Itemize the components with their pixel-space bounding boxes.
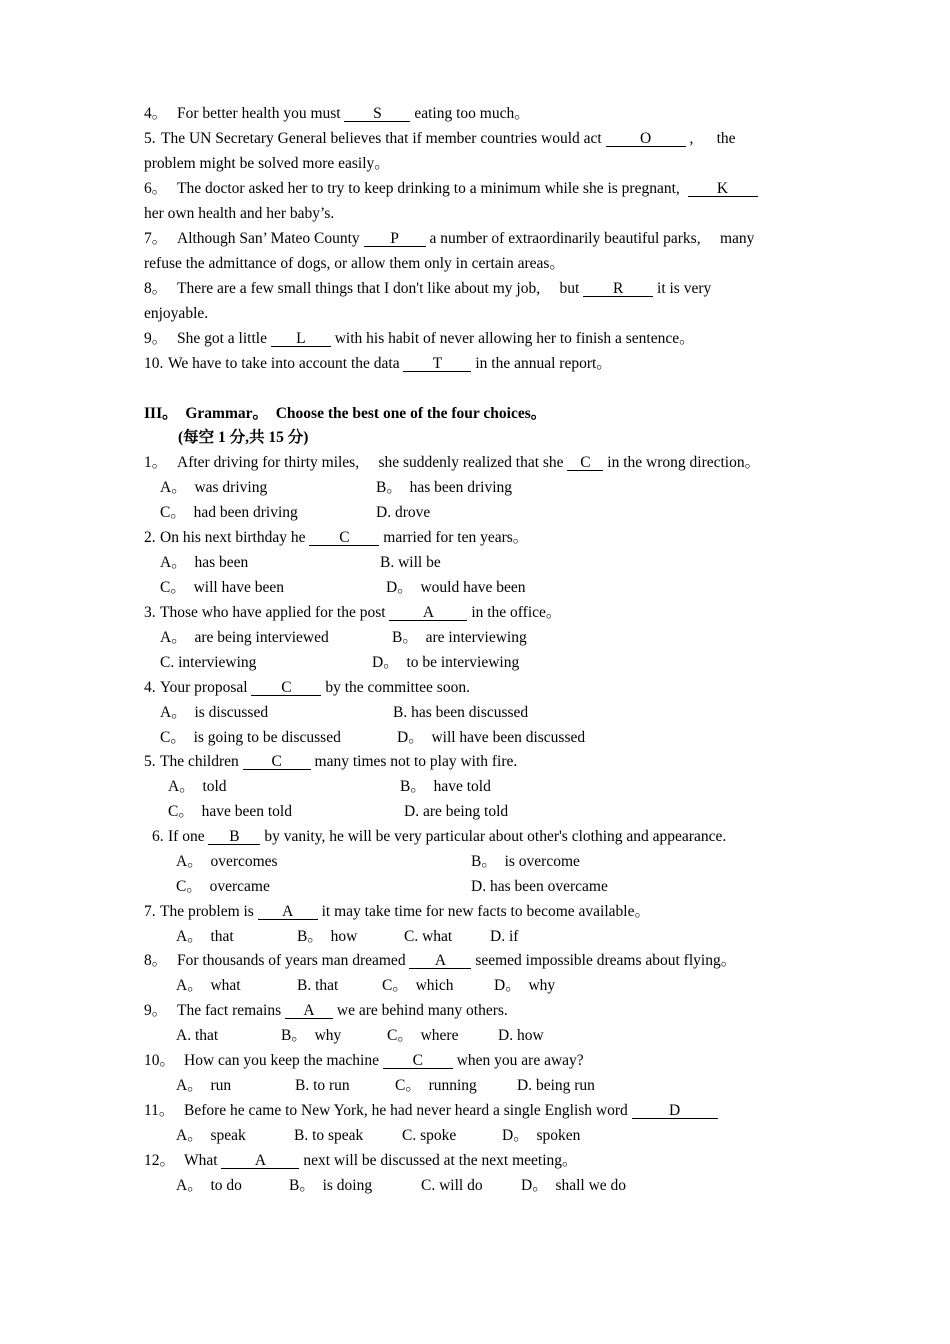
option-a[interactable]: A。 has been bbox=[160, 554, 249, 571]
option-a[interactable]: A。 overcomes bbox=[176, 853, 278, 870]
section-title: III。 Grammar。 Choose the best one of the four choices。 bbox=[144, 405, 547, 422]
grammar-question-8 bbox=[144, 952, 736, 970]
question-number: 6. bbox=[152, 828, 164, 845]
answer-blank[interactable]: A bbox=[258, 904, 318, 920]
answer-blank[interactable]: L bbox=[271, 331, 331, 347]
question-text-end: it may take time for new facts to become available。 bbox=[317, 903, 650, 920]
vocab-item-6: 6。 The doctor asked her to try to keep drinking to a minimum while she is pregnant, K bbox=[144, 180, 758, 198]
question-text: The problem is bbox=[160, 903, 258, 920]
question-text: On his next birthday he bbox=[160, 529, 310, 546]
vocab-item-10: 10. We have to take into account the data T in the annual report。 bbox=[144, 355, 612, 372]
answer-blank[interactable]: A bbox=[389, 605, 467, 621]
option-b[interactable]: B。 have told bbox=[400, 778, 491, 795]
answer-blank[interactable]: A bbox=[285, 1003, 333, 1019]
question-number: 9。 bbox=[144, 1002, 168, 1019]
question-text: How can you keep the machine bbox=[184, 1052, 383, 1069]
question-text: Your proposal bbox=[160, 679, 252, 696]
option-c[interactable]: C。 will have been bbox=[160, 579, 284, 596]
vocab-item-8: 8。 There are a few small things that I don't like about my job, but R it is very bbox=[144, 280, 712, 297]
question-text-end: when you are away? bbox=[452, 1052, 584, 1069]
answer-blank[interactable]: A bbox=[409, 953, 471, 969]
answer-blank[interactable]: K bbox=[688, 181, 758, 197]
option-d[interactable]: D. has been overcame bbox=[471, 878, 608, 895]
answer-blank[interactable]: P bbox=[364, 231, 426, 247]
option-b[interactable]: B。 why bbox=[281, 1027, 342, 1044]
question-number: 12。 bbox=[144, 1152, 176, 1169]
vocab-item-4: 4。 For better health you must S eating too much。 bbox=[144, 105, 530, 122]
grammar-question-5 bbox=[144, 753, 517, 771]
option-b[interactable]: B. that bbox=[297, 977, 339, 994]
option-c[interactable]: C. will do bbox=[421, 1177, 483, 1194]
question-text: What bbox=[184, 1152, 222, 1169]
vocab-item-7: 7。 Although San’ Mateo County P a number of extraordinarily beautiful parks, many bbox=[144, 230, 755, 247]
question-text: Those who have applied for the post bbox=[160, 604, 390, 621]
question-text: The children bbox=[160, 753, 243, 770]
question-number: 5. bbox=[144, 753, 156, 770]
question-text: Before he came to New York, he had never heard a single English word bbox=[184, 1102, 632, 1119]
question-number: 1。 bbox=[144, 454, 168, 471]
grammar-question-4 bbox=[144, 679, 470, 697]
option-d[interactable]: D。 spoken bbox=[502, 1127, 581, 1144]
option-c[interactable]: C。 have been told bbox=[168, 803, 292, 820]
question-text-end: in the wrong direction。 bbox=[603, 454, 761, 471]
answer-blank[interactable]: R bbox=[583, 281, 653, 297]
question-text: The fact remains bbox=[177, 1002, 286, 1019]
option-b[interactable]: B. has been discussed bbox=[393, 704, 529, 721]
grammar-question-3 bbox=[144, 604, 561, 622]
option-d[interactable]: D。 to be interviewing bbox=[372, 654, 520, 671]
option-d[interactable]: D。 why bbox=[494, 977, 556, 994]
option-c[interactable]: C. what bbox=[404, 928, 453, 945]
vocab-item-9: 9。 She got a little L with his habit of never allowing her to finish a sentence。 bbox=[144, 330, 695, 347]
question-text: After driving for thirty miles, she suddenly realized that she bbox=[177, 454, 568, 471]
question-number: 8。 bbox=[144, 952, 168, 969]
option-d[interactable]: D。 shall we do bbox=[521, 1177, 627, 1194]
option-d[interactable]: D. are being told bbox=[404, 803, 509, 820]
option-c[interactable]: C。 overcame bbox=[176, 878, 270, 895]
option-b[interactable]: B。 has been driving bbox=[376, 479, 513, 496]
question-text-end: in the office。 bbox=[467, 604, 562, 621]
option-b[interactable]: B. to speak bbox=[294, 1127, 364, 1144]
question-text-end: many times not to play with fire. bbox=[310, 753, 518, 770]
option-d[interactable]: D. being run bbox=[517, 1077, 595, 1094]
grammar-question-7 bbox=[144, 903, 650, 921]
question-number: 2. bbox=[144, 529, 156, 546]
grammar-question-2 bbox=[144, 529, 528, 547]
question-text-end: seemed impossible dreams about flying。 bbox=[471, 952, 737, 969]
grammar-question-11 bbox=[144, 1102, 718, 1120]
option-a[interactable]: A。 what bbox=[176, 977, 241, 994]
option-d[interactable]: D。 would have been bbox=[386, 579, 526, 596]
option-a[interactable]: A。 is discussed bbox=[160, 704, 269, 721]
option-b[interactable]: B. will be bbox=[380, 554, 441, 571]
question-text: If one bbox=[168, 828, 209, 845]
option-b[interactable]: B。 are interviewing bbox=[392, 629, 527, 646]
answer-blank[interactable]: D bbox=[632, 1103, 718, 1119]
vocab-item-6-cont: her own health and her baby’s. bbox=[144, 205, 335, 222]
option-c[interactable]: C. spoke bbox=[402, 1127, 457, 1144]
answer-blank[interactable]: C bbox=[567, 455, 603, 471]
grammar-question-6 bbox=[152, 828, 726, 846]
option-b[interactable]: B。 is overcome bbox=[471, 853, 580, 870]
vocab-item-7-cont: refuse the admittance of dogs, or allow them only in certain areas。 bbox=[144, 255, 565, 272]
option-a[interactable]: A。 told bbox=[168, 778, 227, 795]
question-text: For thousands of years man dreamed bbox=[177, 952, 410, 969]
section-score: (每空 1 分,共 15 分) bbox=[178, 429, 309, 446]
option-d[interactable]: D。 will have been discussed bbox=[397, 729, 586, 746]
option-b[interactable]: B。 how bbox=[297, 928, 358, 945]
vocab-item-8-cont: enjoyable. bbox=[144, 305, 209, 322]
question-text-end: by vanity, he will be very particular about other's clothing and appearance. bbox=[260, 828, 727, 845]
option-a[interactable]: A。 to do bbox=[176, 1177, 242, 1194]
vocab-item-5: 5. The UN Secretary General believes that if member countries would act O , the bbox=[144, 130, 736, 147]
question-text-end: we are behind many others. bbox=[333, 1002, 508, 1019]
answer-blank[interactable]: O bbox=[606, 131, 686, 147]
question-number: 10。 bbox=[144, 1052, 176, 1069]
option-a[interactable]: A。 are being interviewed bbox=[160, 629, 329, 646]
option-c[interactable]: C。 which bbox=[382, 977, 454, 994]
option-a[interactable]: A。 that bbox=[176, 928, 234, 945]
question-text-end: married for ten years。 bbox=[379, 529, 529, 546]
answer-blank[interactable]: A bbox=[221, 1153, 299, 1169]
option-c[interactable]: C. interviewing bbox=[160, 654, 257, 671]
option-c[interactable]: C。 where bbox=[387, 1027, 459, 1044]
answer-blank[interactable]: T bbox=[403, 356, 471, 372]
answer-blank[interactable]: C bbox=[243, 754, 311, 770]
option-a[interactable]: A。 run bbox=[176, 1077, 232, 1094]
option-c[interactable]: C。 running bbox=[395, 1077, 477, 1094]
option-d[interactable]: D. if bbox=[490, 928, 519, 945]
option-a[interactable]: A。 was driving bbox=[160, 479, 268, 496]
option-d[interactable]: D. drove bbox=[376, 504, 431, 521]
answer-blank[interactable]: C bbox=[251, 680, 321, 696]
option-d[interactable]: D. how bbox=[498, 1027, 544, 1044]
question-number: 7. bbox=[144, 903, 156, 920]
question-number: 11。 bbox=[144, 1102, 175, 1119]
question-text-end: next will be discussed at the next meeting。 bbox=[299, 1152, 578, 1169]
grammar-question-12 bbox=[144, 1152, 578, 1170]
answer-blank[interactable]: S bbox=[344, 106, 410, 122]
vocab-item-5-cont: problem might be solved more easily。 bbox=[144, 155, 390, 172]
option-c[interactable]: C。 had been driving bbox=[160, 504, 298, 521]
question-text-end: by the committee soon. bbox=[321, 679, 470, 696]
answer-blank[interactable]: C bbox=[309, 530, 379, 546]
option-b[interactable]: B. to run bbox=[295, 1077, 350, 1094]
option-a[interactable]: A. that bbox=[176, 1027, 219, 1044]
answer-blank[interactable]: B bbox=[208, 829, 260, 845]
option-b[interactable]: B。 is doing bbox=[289, 1177, 373, 1194]
option-c[interactable]: C。 is going to be discussed bbox=[160, 729, 341, 746]
grammar-question-1 bbox=[144, 454, 760, 472]
grammar-question-9 bbox=[144, 1002, 508, 1020]
question-number: 3. bbox=[144, 604, 156, 621]
option-a[interactable]: A。 speak bbox=[176, 1127, 246, 1144]
question-number: 4. bbox=[144, 679, 156, 696]
answer-blank[interactable]: C bbox=[383, 1053, 453, 1069]
grammar-question-10 bbox=[144, 1052, 584, 1070]
